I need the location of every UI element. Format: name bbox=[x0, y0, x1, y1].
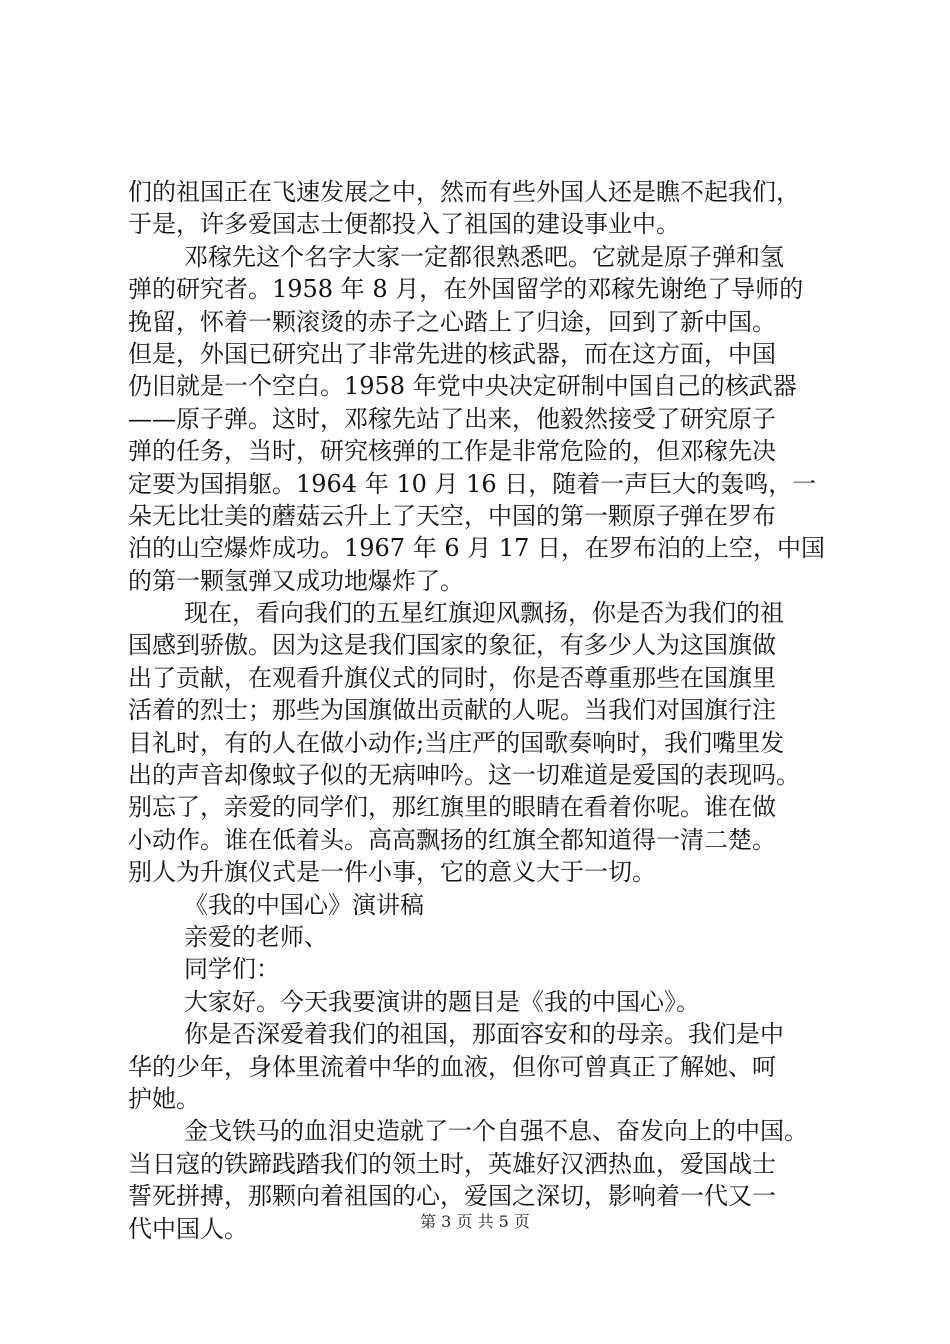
text-line: ——原子弹。这时，邓稼先站了出来，他毅然接受了研究原子 bbox=[128, 404, 776, 433]
text-line: 挽留，怀着一颗滚烫的赤子之心踏上了归途，回到了新中国。 bbox=[128, 307, 776, 336]
text-line: 目礼时，有的人在做小动作;当庄严的国歌奏响时，我们嘴里发 bbox=[128, 728, 785, 757]
text-line: 弹的任务，当时，研究核弹的工作是非常危险的，但邓稼先决 bbox=[128, 437, 776, 466]
paragraph-start-line: 现在，看向我们的五星红旗迎风飘扬，你是否为我们的祖 bbox=[184, 599, 784, 628]
text-line: 当日寇的铁蹄践踏我们的领土时，英雄好汉洒热血，爱国战士 bbox=[128, 1149, 776, 1178]
text-line: 于是，许多爱国志士便都投入了祖国的建设事业中。 bbox=[128, 210, 680, 239]
salutation-line: 亲爱的老师、 bbox=[184, 922, 328, 951]
text-line: 活着的烈士；那些为国旗做出贡献的人呢。当我们对国旗行注 bbox=[128, 696, 776, 725]
text-line: 定要为国捐躯。1964 年 10 月 16 日，随着一声巨大的轰鸣，一 bbox=[128, 469, 817, 498]
text-line: 出了贡献，在观看升旗仪式的同时，你是否尊重那些在国旗里 bbox=[128, 663, 776, 692]
text-line: 但是，外国已研究出了非常先进的核武器，而在这方面，中国 bbox=[128, 339, 776, 368]
text-line: 别忘了，亲爱的同学们，那红旗里的眼睛在看着你呢。谁在做 bbox=[128, 793, 776, 822]
text-line: 出的声音却像蚊子似的无病呻吟。这一切难道是爱国的表现吗。 bbox=[128, 761, 800, 790]
text-line: 弹的研究者。1958 年 8 月，在外国留学的邓稼先谢绝了导师的 bbox=[128, 275, 804, 304]
document-body bbox=[128, 176, 826, 1245]
text-line: 仍旧就是一个空白。1958 年党中央决定研制中国自己的核武器 bbox=[128, 372, 797, 401]
page-number-footer: 第 3 页 共 5 页 bbox=[420, 1212, 530, 1231]
text-line: 代中国人。 bbox=[128, 1214, 248, 1243]
text-line: 华的少年，身体里流着中华的血液，但你可曾真正了解她、呵 bbox=[128, 1052, 776, 1081]
text-line: 们的祖国正在飞速发展之中，然而有些外国人还是瞧不起我们， bbox=[128, 178, 800, 206]
text-line: 朵无比壮美的蘑菇云升上了天空，中国的第一颗原子弹在罗布 bbox=[128, 501, 776, 530]
text-line: 的第一颗氢弹又成功地爆炸了。 bbox=[128, 566, 464, 595]
text-line: 小动作。谁在低着头。高高飘扬的红旗全都知道得一清二楚。 bbox=[128, 825, 776, 854]
text-line: 别人为升旗仪式是一件小事，它的意义大于一切。 bbox=[128, 858, 656, 887]
speech-title: 《我的中国心》演讲稿 bbox=[184, 890, 424, 919]
paragraph-start-line: 你是否深爱着我们的祖国，那面容安和的母亲。我们是中 bbox=[184, 1020, 784, 1049]
text-line: 护她。 bbox=[128, 1084, 200, 1113]
paragraph-start-line: 大家好。今天我要演讲的题目是《我的中国心》。 bbox=[184, 987, 700, 1016]
salutation-line: 同学们： bbox=[184, 955, 280, 984]
text-line: 泊的山空爆炸成功。1967 年 6 月 17 日，在罗布泊的上空，中国 bbox=[128, 534, 826, 563]
text-line: 国感到骄傲。因为这是我们国家的象征，有多少人为这国旗做 bbox=[128, 631, 776, 660]
paragraph-start-line: 金戈铁马的血泪史造就了一个自强不息、奋发向上的中国。 bbox=[184, 1117, 808, 1146]
text-line: 誓死拼搏，那颗向着祖国的心，爱国之深切，影响着一代又一 bbox=[128, 1182, 776, 1211]
paragraph-start-line: 邓稼先这个名字大家一定都很熟悉吧。它就是原子弹和氢 bbox=[184, 242, 784, 271]
